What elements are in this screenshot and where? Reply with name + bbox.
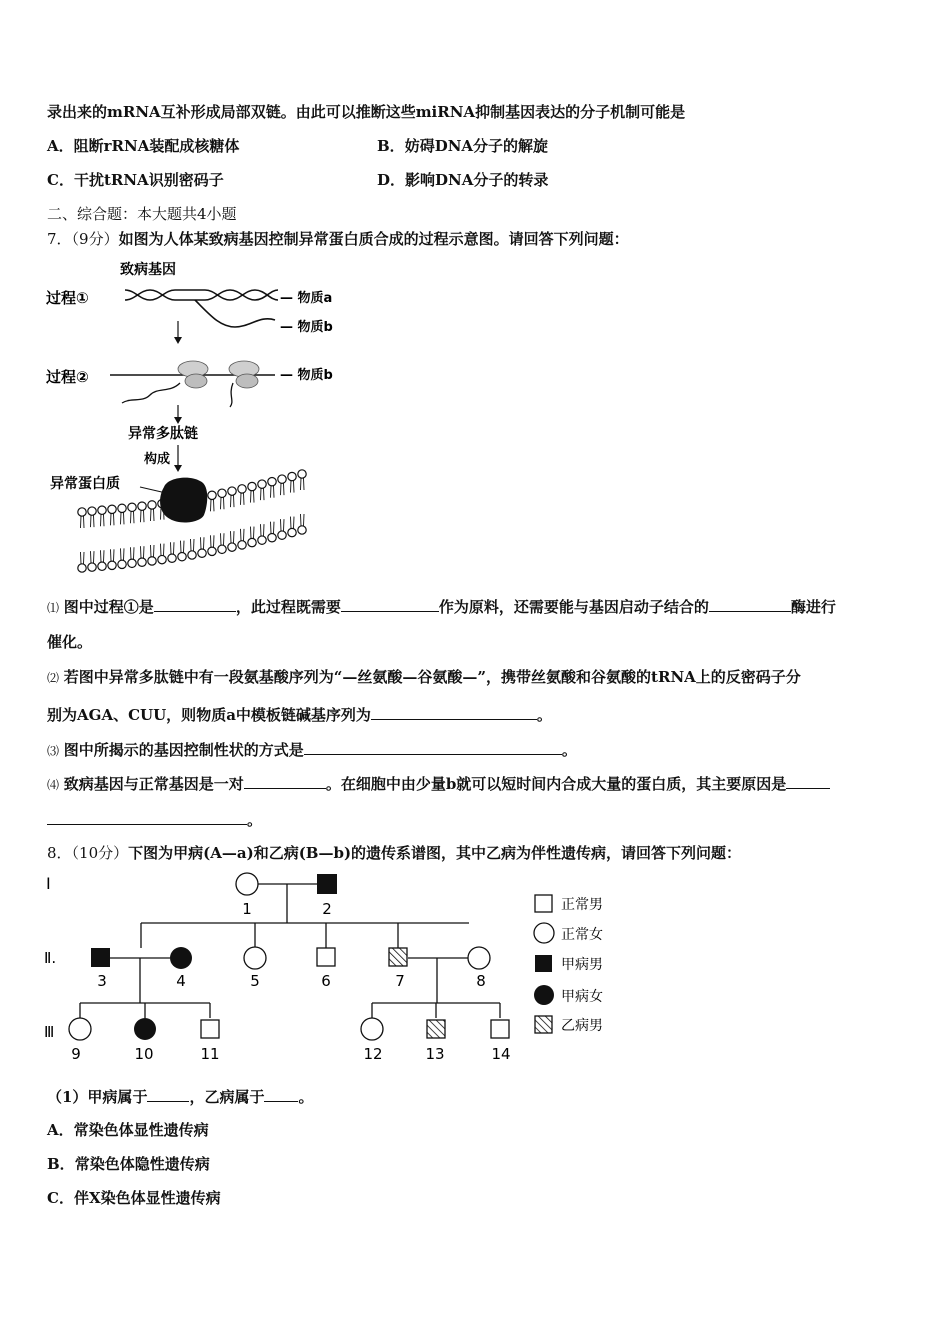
lipid-bottom: [208, 535, 216, 555]
id-2: 2: [322, 900, 332, 918]
lipid-bottom: [238, 529, 246, 549]
lipid-top: [208, 491, 216, 511]
q7-sub3-blank[interactable]: [304, 739, 562, 755]
individual-7-affected-male-b: [389, 948, 407, 966]
legend-affected-male-b-icon: [535, 1016, 552, 1033]
option-d[interactable]: D．影响DNA分子的转录: [377, 171, 549, 189]
id-8: 8: [476, 972, 486, 990]
id-6: 6: [321, 972, 331, 990]
q7-sub4-blank-1[interactable]: [244, 773, 326, 789]
lipid-bottom: [128, 547, 136, 567]
individual-2-affected-male-a: [317, 874, 337, 894]
lipid-top: [118, 504, 126, 524]
substance-b-label-2: — 物质b: [280, 368, 333, 383]
q7-sub4-blank-2[interactable]: [786, 773, 830, 789]
lipid-bottom: [168, 542, 176, 562]
section-title: 二、综合题：本大题共4小题: [47, 205, 237, 223]
lipid-top: [278, 475, 286, 495]
id-13: 13: [425, 1045, 445, 1063]
option-a[interactable]: A．阻断rRNA装配成核糖体: [47, 137, 240, 155]
process1-label: 过程①: [46, 289, 89, 307]
lipid-top: [248, 482, 256, 502]
q7-sub1-blank-1[interactable]: [154, 596, 236, 612]
process2-label: 过程②: [46, 368, 89, 386]
id-9: 9: [71, 1045, 81, 1063]
q8-sub1-blank-2[interactable]: [264, 1086, 298, 1102]
protein-label: 异常蛋白质: [50, 476, 120, 492]
q8-sub1-blank-1[interactable]: [147, 1086, 189, 1102]
lipid-bottom: [298, 514, 306, 534]
individual-11-normal-male: [201, 1020, 219, 1038]
lipid-top: [138, 502, 146, 522]
pedigree-lines: [80, 884, 500, 1018]
q8-option-b[interactable]: B．常染色体隐性遗传病: [47, 1155, 210, 1173]
q8-option-a[interactable]: A．常染色体显性遗传病: [47, 1121, 209, 1139]
peptide-label: 异常多肽链: [128, 426, 198, 442]
lipid-bottom: [78, 552, 86, 572]
arrow-down-3: [174, 445, 182, 472]
individual-13-affected-male-b: [427, 1020, 445, 1038]
ribosome-2: [229, 361, 259, 407]
lipid-bottom: [248, 527, 256, 547]
option-b[interactable]: B．妨碍DNA分子的解旋: [377, 137, 549, 155]
q7-sub1-cont: 催化。: [47, 633, 93, 651]
lipid-bottom: [258, 524, 266, 544]
lipid-bottom: [218, 533, 226, 553]
constitute-label: 构成: [144, 452, 171, 467]
legend-normal-female-icon: [534, 923, 554, 943]
individual-6-normal-male: [317, 948, 335, 966]
abnormal-protein: [160, 478, 207, 523]
lipid-top: [218, 489, 226, 509]
lipid-bottom: [198, 537, 206, 557]
q7-sub1-blank-3[interactable]: [709, 596, 791, 612]
individual-4-affected-female-a: [170, 947, 192, 969]
lipid-bottom: [138, 546, 146, 566]
individual-10-affected-female-a: [134, 1018, 156, 1040]
dna-double-helix: [125, 290, 278, 327]
id-10: 10: [134, 1045, 154, 1063]
lipid-top: [288, 472, 296, 492]
generation-1-label: Ⅰ: [46, 874, 51, 893]
id-12: 12: [363, 1045, 383, 1063]
legend-normal-female: 正常女: [561, 927, 603, 943]
q8-sub1: （1）甲病属于 ，乙病属于 。: [47, 1088, 314, 1106]
lipid-bottom: [178, 541, 186, 561]
lipid-bottom: [278, 519, 286, 539]
q7-figure: [40, 255, 370, 585]
id-4: 4: [176, 972, 186, 990]
legend-affected-female-a: 甲病女: [561, 989, 603, 1005]
individual-1-normal-female: [236, 873, 258, 895]
q7-sub2-blank[interactable]: [371, 704, 537, 720]
legend-affected-male-b: 乙病男: [561, 1018, 603, 1034]
pedigree-legend: [534, 895, 603, 1034]
lipid-top: [148, 501, 156, 521]
prev-question-stem: 录出来的mRNA互补形成局部双链。由此可以推断这些miRNA抑制基因表达的分子机制可能是: [47, 103, 686, 121]
lipid-bottom: [158, 544, 166, 564]
q8-stem: 8．（10分）下图为甲病(A—a)和乙病(B—b)的遗传系谱图，其中乙病为伴性遗传病，请回答下列问题：: [47, 844, 742, 862]
lipid-top: [298, 470, 306, 490]
lipid-top: [88, 507, 96, 527]
ribosome-1: [122, 361, 208, 403]
lipid-top: [128, 503, 136, 523]
substance-b-label-1: — 物质b: [280, 320, 333, 335]
id-1: 1: [242, 900, 252, 918]
id-3: 3: [97, 972, 107, 990]
legend-affected-female-a-icon: [534, 985, 554, 1005]
lipid-bottom: [98, 550, 106, 570]
arrow-down-2: [174, 405, 182, 424]
lipid-bottom: [118, 548, 126, 568]
arrow-down-1: [174, 321, 182, 344]
individual-5-normal-female: [244, 947, 266, 969]
lipid-top: [228, 487, 236, 507]
individual-8-normal-female: [468, 947, 490, 969]
lipid-top: [258, 480, 266, 500]
lipid-bottom: [108, 549, 116, 569]
id-5: 5: [250, 972, 260, 990]
lipid-top: [268, 477, 276, 497]
lipid-bottom: [228, 531, 236, 551]
q7-sub1: ⑴ 图中过程①是 ，此过程既需要 作为原料，还需要能与基因启动子结合的 酶进行: [47, 598, 836, 616]
lipid-top: [98, 506, 106, 526]
lipid-top: [238, 485, 246, 505]
generation-3-label: Ⅲ: [44, 1023, 55, 1041]
individual-12-normal-female: [361, 1018, 383, 1040]
individual-9-normal-female: [69, 1018, 91, 1040]
individual-3-affected-male-a: [91, 948, 110, 967]
lipid-bottom: [88, 551, 96, 571]
individual-14-normal-male: [491, 1020, 509, 1038]
q7-stem: 7．（9分）如图为人体某致病基因控制异常蛋白质合成的过程示意图。请回答下列问题：: [47, 230, 629, 248]
legend-normal-male: 正常男: [561, 897, 603, 913]
id-14: 14: [491, 1045, 511, 1063]
q7-sub2-cont: 别为AGA、CUU，则物质a中模板链碱基序列为 。: [47, 706, 552, 724]
q8-option-c[interactable]: C．伴X染色体显性遗传病: [47, 1189, 221, 1207]
gene-label: 致病基因: [120, 262, 176, 278]
legend-affected-male-a-icon: [535, 955, 552, 972]
lipid-bottom: [188, 539, 196, 559]
substance-a-label: — 物质a: [280, 291, 333, 306]
lipid-bottom: [288, 517, 296, 537]
q7-sub4: ⑷ 致病基因与正常基因是一对 。在细胞中由少量b就可以短时间内合成大量的蛋白质，其主要原因是: [47, 773, 830, 795]
lipid-top: [78, 508, 86, 528]
lipid-bottom: [148, 545, 156, 565]
lipid-bottom: [268, 522, 276, 542]
q7-sub4-cont: 。: [47, 809, 262, 830]
q7-sub3: ⑶ 图中所揭示的基因控制性状的方式是 。: [47, 741, 577, 759]
q7-sub1-blank-2[interactable]: [341, 596, 439, 612]
generation-2-label: Ⅱ.: [44, 949, 57, 967]
q8-pedigree: [40, 865, 630, 1075]
legend-affected-male-a: 甲病男: [561, 957, 603, 973]
q7-sub4-blank-2-cont[interactable]: [47, 809, 247, 825]
id-11: 11: [200, 1045, 220, 1063]
id-7: 7: [395, 972, 405, 990]
option-c[interactable]: C．干扰tRNA识别密码子: [47, 171, 224, 189]
lipid-top: [108, 505, 116, 525]
q7-sub2: ⑵ 若图中异常多肽链中有一段氨基酸序列为“—丝氨酸—谷氨酸—”，携带丝氨酸和谷氨酸的tRNA上的反密码子分: [47, 668, 801, 686]
legend-normal-male-icon: [535, 895, 552, 912]
